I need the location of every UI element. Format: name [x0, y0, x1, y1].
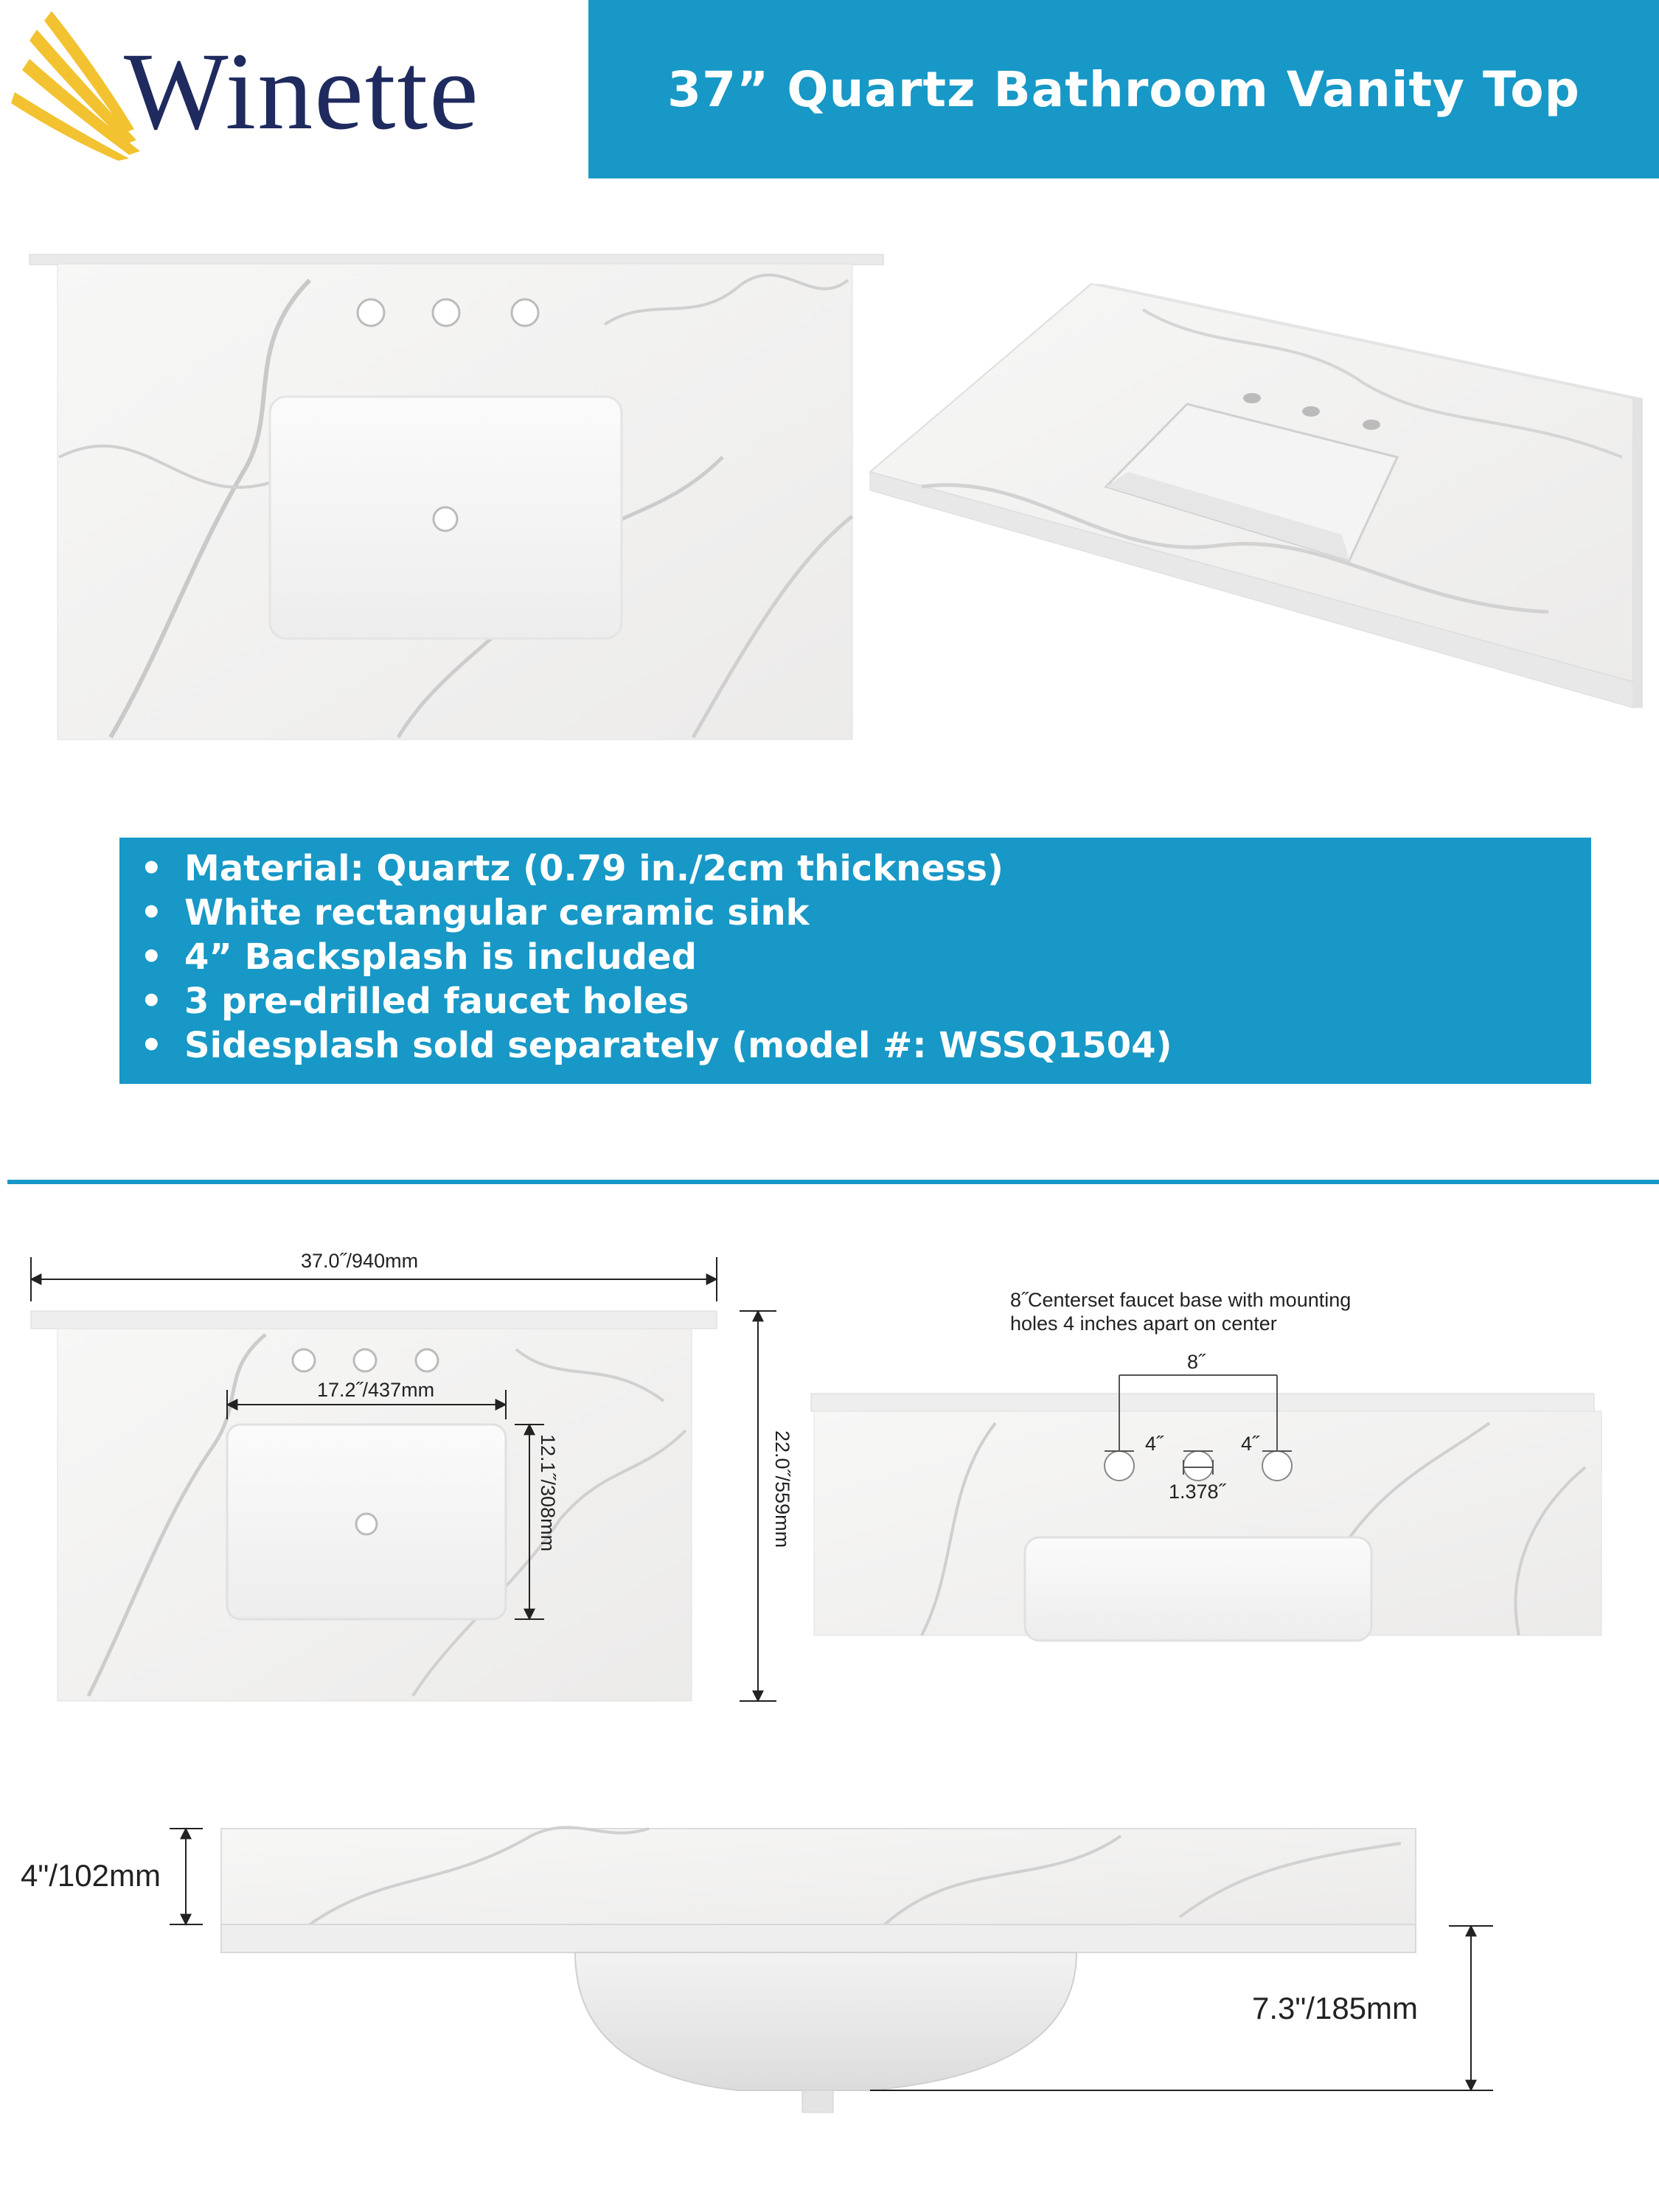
dimension-drawing-top-view — [31, 1257, 776, 1701]
logo-swoosh-icon — [11, 11, 140, 161]
brand-logo: Winette — [124, 30, 480, 153]
sink-depth-dimension: 12.1˝/308mm — [537, 1434, 559, 1552]
vanity-top-front-view — [29, 254, 883, 740]
sink-width-dimension: 17.2˝/437mm — [317, 1379, 435, 1401]
vanity-top-perspective-view — [870, 284, 1643, 708]
feature-list — [140, 846, 1172, 1068]
bullet-icon: • — [140, 1025, 163, 1066]
section-divider — [7, 1180, 1659, 1184]
feature-item: • 3 pre-drilled faucet holes — [140, 981, 689, 1022]
depth-dimension: 22.0˝/559mm — [771, 1430, 793, 1548]
feature-item: • Material: Quartz (0.79 in./2cm thickness) — [140, 848, 1004, 889]
dimension-drawing-faucet-detail — [811, 1375, 1601, 1641]
bullet-icon: • — [140, 848, 163, 889]
backsplash-height-dimension: 4"/102mm — [21, 1858, 161, 1893]
faucet-note-line2: holes 4 inches apart on center — [1010, 1312, 1277, 1335]
bullet-icon: • — [140, 981, 163, 1022]
sink-height-dimension: 7.3"/185mm — [1252, 1991, 1419, 2025]
feature-item: • White rectangular ceramic sink — [140, 892, 810, 933]
faucet-hole-dimension: 1.378˝ — [1169, 1481, 1225, 1503]
bullet-icon: • — [140, 936, 163, 978]
page-title: 37” Quartz Bathroom Vanity Top — [667, 60, 1580, 118]
faucet-right-dimension: 4˝ — [1241, 1433, 1259, 1455]
faucet-note-line1: 8˝Centerset faucet base with mounting — [1010, 1289, 1352, 1311]
faucet-left-dimension: 4˝ — [1145, 1433, 1164, 1455]
faucet-spread-dimension: 8˝ — [1187, 1351, 1206, 1373]
feature-item: • 4” Backsplash is included — [140, 936, 697, 978]
width-dimension: 37.0˝/940mm — [301, 1250, 419, 1272]
bullet-icon: • — [140, 892, 163, 933]
side-elevation-view — [170, 1827, 1493, 2112]
feature-item: • Sidesplash sold separately (model #: WSSQ1504) — [140, 1025, 1172, 1066]
